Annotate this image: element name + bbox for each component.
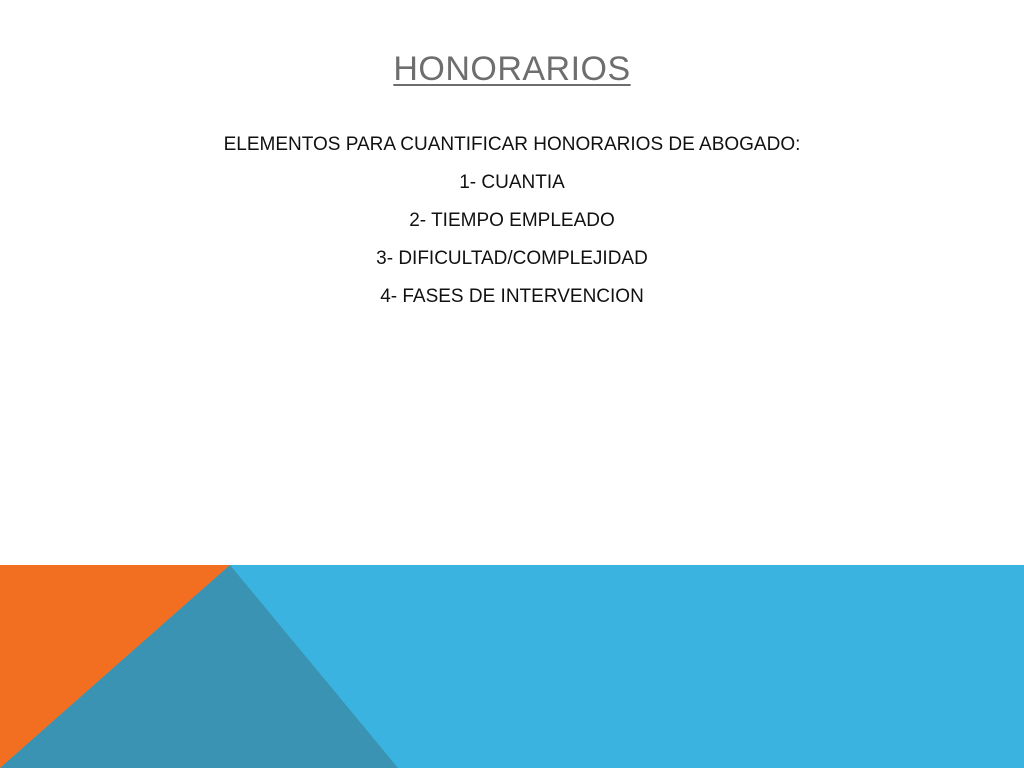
body-line-1: 1- CUANTIA [459, 172, 565, 193]
body-line-3: 3- DIFICULTAD/COMPLEJIDAD [376, 248, 648, 269]
body-line-4: 4- FASES DE INTERVENCION [380, 286, 644, 307]
body-line-intro: ELEMENTOS PARA CUANTIFICAR HONORARIOS DE ABOGADO: [223, 134, 801, 155]
slide-body [0, 128, 1024, 318]
decorative-footer-shapes [0, 565, 1024, 768]
slide-title: HONORARIOS [393, 50, 631, 88]
body-line-2: 2- TIEMPO EMPLEADO [409, 210, 615, 231]
